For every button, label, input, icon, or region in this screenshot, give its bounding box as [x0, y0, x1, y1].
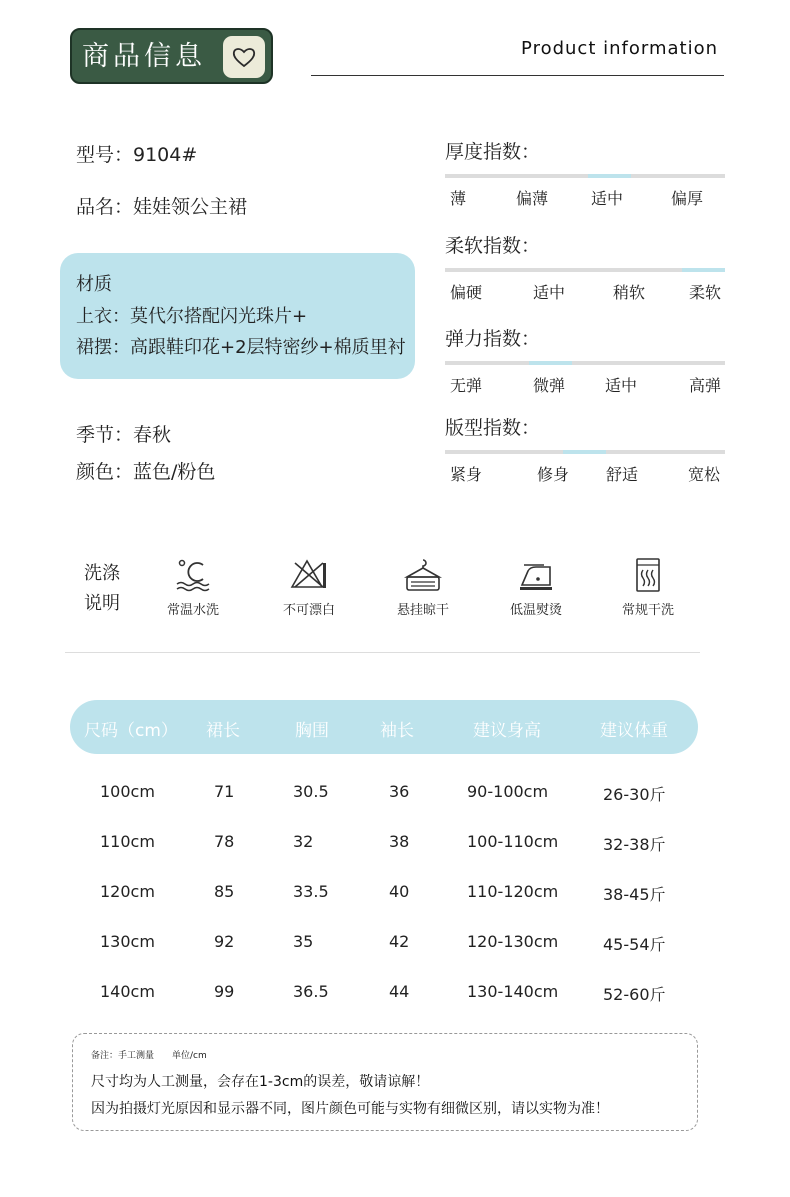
- product-name: 品名：娃娃领公主裙: [76, 196, 248, 218]
- index-level: 稍软: [613, 283, 646, 302]
- wash-caption: 常温水洗: [166, 603, 219, 618]
- cell-size: 130cm: [100, 932, 155, 951]
- size-table-header: [70, 700, 698, 754]
- heart-outline-icon: [230, 43, 258, 71]
- cell-weight: 52-60斤: [603, 985, 666, 1004]
- cell-height: 120-130cm: [467, 932, 559, 951]
- wash-caption: 常规干洗: [621, 603, 674, 618]
- material-skirt: 裙摆：高跟鞋印花+2层特密纱+棉质里衬: [76, 337, 406, 358]
- cell-weight: 32-38斤: [603, 835, 666, 854]
- wash-caption: 悬挂晾干: [396, 603, 449, 618]
- hang-dry-icon: [403, 557, 443, 593]
- index-level: 适中: [605, 376, 638, 395]
- index-level: 无弹: [450, 376, 483, 395]
- material-title: 材质: [76, 274, 112, 295]
- index-title: 柔软指数：: [445, 235, 541, 257]
- cell-weight: 38-45斤: [603, 885, 666, 904]
- cell-sleeve: 36: [389, 782, 410, 801]
- cell-weight: 45-54斤: [603, 935, 666, 954]
- color: 颜色：蓝色/粉色: [76, 461, 216, 483]
- cell-bust: 30.5: [293, 782, 329, 801]
- header-length: 裙长: [206, 721, 240, 741]
- cell-length: 78: [214, 832, 235, 851]
- note-remark-line: [91, 1048, 207, 1061]
- index-level: 微弹: [533, 376, 566, 395]
- note-line-2: 因为拍摄灯光原因和显示器不同，图片颜色可能与实物有细微区别，请以实物为准！: [91, 1101, 609, 1117]
- index-level: 偏硬: [450, 283, 483, 302]
- header-bust: 胸围: [295, 721, 329, 741]
- index-level: 适中: [533, 283, 566, 302]
- cell-size: 140cm: [100, 982, 155, 1001]
- cell-size: 100cm: [100, 782, 155, 801]
- wash-label: [84, 559, 120, 619]
- index-level: 偏厚: [671, 189, 704, 208]
- index-title: 厚度指数：: [445, 141, 541, 163]
- index-bar-selected: [529, 361, 572, 365]
- note-unit: 单位/cm: [172, 1051, 207, 1061]
- index-bar-selected: [588, 174, 631, 178]
- header-weight: 建议体重: [600, 721, 668, 741]
- header-sleeve: 袖长: [380, 721, 414, 741]
- index-level: 宽松: [688, 465, 721, 484]
- cell-sleeve: 38: [389, 832, 410, 851]
- cell-length: 92: [214, 932, 235, 951]
- measurement-note: [72, 1033, 698, 1131]
- cell-sleeve: 42: [389, 932, 410, 951]
- note-remark: 备注：手工测量: [91, 1051, 155, 1061]
- header-divider: [311, 75, 724, 76]
- index-bar-selected: [682, 268, 725, 272]
- index-title: 弹力指数：: [445, 328, 541, 350]
- header-height: 建议身高: [473, 721, 541, 741]
- note-line-1: 尺寸均为人工测量，会存在1-3cm的误差，敬请谅解！: [91, 1074, 430, 1090]
- normal-temperature-wash-icon: [173, 557, 213, 593]
- material-top: 上衣：莫代尔搭配闪光珠片+: [76, 306, 308, 327]
- cell-bust: 33.5: [293, 882, 329, 901]
- page-title: 商品信息: [82, 41, 206, 72]
- index-bar: [445, 268, 725, 272]
- wash-item-low-iron: [486, 557, 586, 618]
- index-level: 紧身: [450, 465, 483, 484]
- index-title: 版型指数：: [445, 417, 541, 439]
- season: 季节：春秋: [76, 424, 172, 446]
- wash-caption: 低温熨烫: [509, 603, 562, 618]
- cell-length: 99: [214, 982, 235, 1001]
- heart-badge: [223, 36, 265, 78]
- cell-sleeve: 44: [389, 982, 410, 1001]
- wash-item-no-bleach: [259, 557, 359, 618]
- wash-label-line2: 说明: [84, 593, 120, 614]
- cell-height: 110-120cm: [467, 882, 559, 901]
- cell-bust: 32: [293, 832, 314, 851]
- cell-weight: 26-30斤: [603, 785, 666, 804]
- index-bar: [445, 174, 725, 178]
- index-level: 修身: [537, 465, 570, 484]
- wash-item-hang-dry: [373, 557, 473, 618]
- wash-item-normal-wash: [143, 557, 243, 618]
- cell-height: 90-100cm: [467, 782, 549, 801]
- cell-size: 110cm: [100, 832, 155, 851]
- title-badge: [70, 28, 273, 84]
- model-number: 型号：9104#: [76, 144, 198, 166]
- cell-height: 130-140cm: [467, 982, 559, 1001]
- header-size: 尺码（cm）: [84, 721, 178, 741]
- cell-sleeve: 40: [389, 882, 410, 901]
- low-temperature-iron-icon: [516, 557, 556, 593]
- wash-caption: 不可漂白: [282, 603, 335, 618]
- cell-height: 100-110cm: [467, 832, 559, 851]
- index-level: 偏薄: [516, 189, 549, 208]
- wash-item-dry-clean: [598, 557, 698, 618]
- no-bleach-icon: [289, 557, 329, 593]
- index-bar: [445, 361, 725, 365]
- cell-bust: 35: [293, 932, 314, 951]
- index-level: 高弹: [689, 376, 722, 395]
- index-bar-selected: [563, 450, 606, 454]
- section-divider: [65, 652, 700, 653]
- cell-length: 85: [214, 882, 235, 901]
- dry-clean-icon: [628, 557, 668, 593]
- cell-bust: 36.5: [293, 982, 329, 1001]
- index-level: 适中: [591, 189, 624, 208]
- cell-length: 71: [214, 782, 235, 801]
- index-bar: [445, 450, 725, 454]
- english-title: Product information: [521, 38, 718, 59]
- material-box: [60, 253, 415, 379]
- wash-label-line1: 洗涤: [84, 563, 120, 584]
- index-level: 柔软: [689, 283, 722, 302]
- cell-size: 120cm: [100, 882, 155, 901]
- index-level: 薄: [450, 189, 467, 208]
- index-level: 舒适: [606, 465, 639, 484]
